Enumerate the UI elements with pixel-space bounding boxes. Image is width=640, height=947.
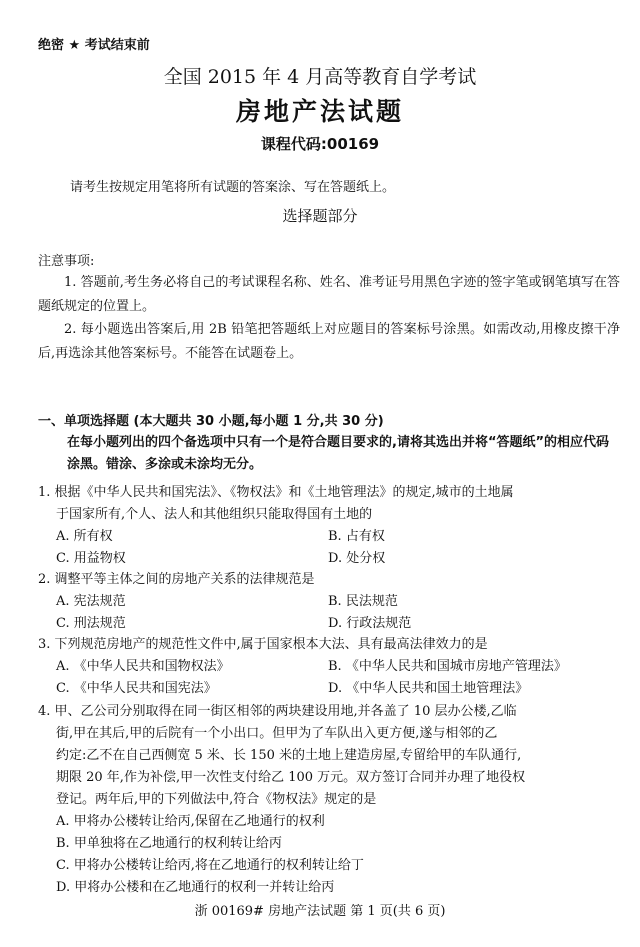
question-3-option-a: A. 《中华人民共和国物权法》 [56, 659, 230, 674]
question-4-line-3: 约定:乙不在自己西侧宽 5 米、长 150 米的土地上建造房屋,专留给甲的车队通行, [56, 748, 522, 763]
notes-label: 注意事项: [38, 254, 95, 269]
page-footer: 浙 00169# 房地产法试题 第 1 页(共 6 页) [194, 904, 446, 919]
question-1-option-d: D. 处分权 [328, 551, 386, 566]
page-title: 房地产法试题 [235, 97, 404, 126]
question-2-line-1: 2. 调整平等主体之间的房地产关系的法律规范是 [38, 572, 315, 587]
question-1-line-1: 1. 根据《中华人民共和国宪法》、《物权法》和《土地管理法》的规定,城市的土地属 [38, 485, 514, 500]
question-2-option-d: D. 行政法规范 [328, 616, 412, 631]
question-4-line-4: 期限 20 年,作为补偿,甲一次性支付给乙 100 万元。双方签订合同并办理了地役权 [56, 770, 526, 785]
exam-session-line: 全国 2015 年 4 月高等教育自学考试 [163, 66, 477, 88]
question-3-option-c: C. 《中华人民共和国宪法》 [56, 681, 217, 696]
question-4-line-1: 4. 甲、乙公司分别取得在同一街区相邻的两块建设用地,并各盖了 10 层办公楼,乙临 [38, 704, 517, 719]
note-item-1: 1. 答题前,考生务必将自己的考试课程名称、姓名、准考证号用黑色字迹的签字笔或钢笔填写在答题纸规定的位置上。 [38, 275, 620, 314]
course-code: 课程代码:00169 [260, 135, 380, 153]
question-3-line-1: 3. 下列规范房地产的规范性文件中,属于国家根本大法、具有最高法律效力的是 [38, 637, 488, 652]
question-1-option-c: C. 用益物权 [56, 551, 126, 566]
question-4-line-5: 登记。两年后,甲的下列做法中,符合《物权法》规定的是 [56, 792, 377, 807]
confidential-label: 绝密 ★ 考试结束前 [38, 38, 150, 53]
question-1-option-b: B. 占有权 [328, 529, 385, 544]
question-4-option-c: C. 甲将办公楼转让给丙,将在乙地通行的权利转让给丁 [56, 858, 364, 873]
part-title: 选择题部分 [282, 207, 358, 225]
question-2-option-a: A. 宪法规范 [56, 594, 126, 609]
question-1-line-2: 于国家所有,个人、法人和其他组织只能取得国有土地的 [56, 507, 373, 522]
question-1-option-a: A. 所有权 [56, 529, 113, 544]
question-2-option-b: B. 民法规范 [328, 594, 398, 609]
question-4-line-2: 街,甲在其后,甲的后院有一个小出口。但甲为了车队出入更方便,遂与相邻的乙 [56, 726, 498, 741]
question-4-option-a: A. 甲将办公楼转让给丙,保留在乙地通行的权利 [56, 814, 325, 829]
question-2-option-c: C. 刑法规范 [56, 616, 126, 631]
question-4-option-d: D. 甲将办公楼和在乙地通行的权利一并转让给丙 [56, 880, 335, 895]
question-3-option-d: D. 《中华人民共和国土地管理法》 [328, 681, 529, 696]
question-4-option-b: B. 甲单独将在乙地通行的权利转让给丙 [56, 836, 282, 851]
answer-instruction: 请考生按规定用笔将所有试题的答案涂、写在答题纸上。 [70, 180, 396, 195]
section-heading: 一、单项选择题 (本大题共 30 小题,每小题 1 分,共 30 分) [38, 414, 384, 429]
note-item-2: 2. 每小题选出答案后,用 2B 铅笔把答题纸上对应题目的答案标号涂黑。如需改动,用橡皮擦干净后,再选涂其他答案标号。不能答在试题卷上。 [38, 322, 620, 361]
question-3-option-b: B. 《中华人民共和国城市房地产管理法》 [328, 659, 567, 674]
section-instruction: 在每小题列出的四个备选项中只有一个是符合题目要求的,请将其选出并将“答题纸”的相应代码涂黑。错涂、多涂或未涂均无分。 [67, 435, 610, 472]
